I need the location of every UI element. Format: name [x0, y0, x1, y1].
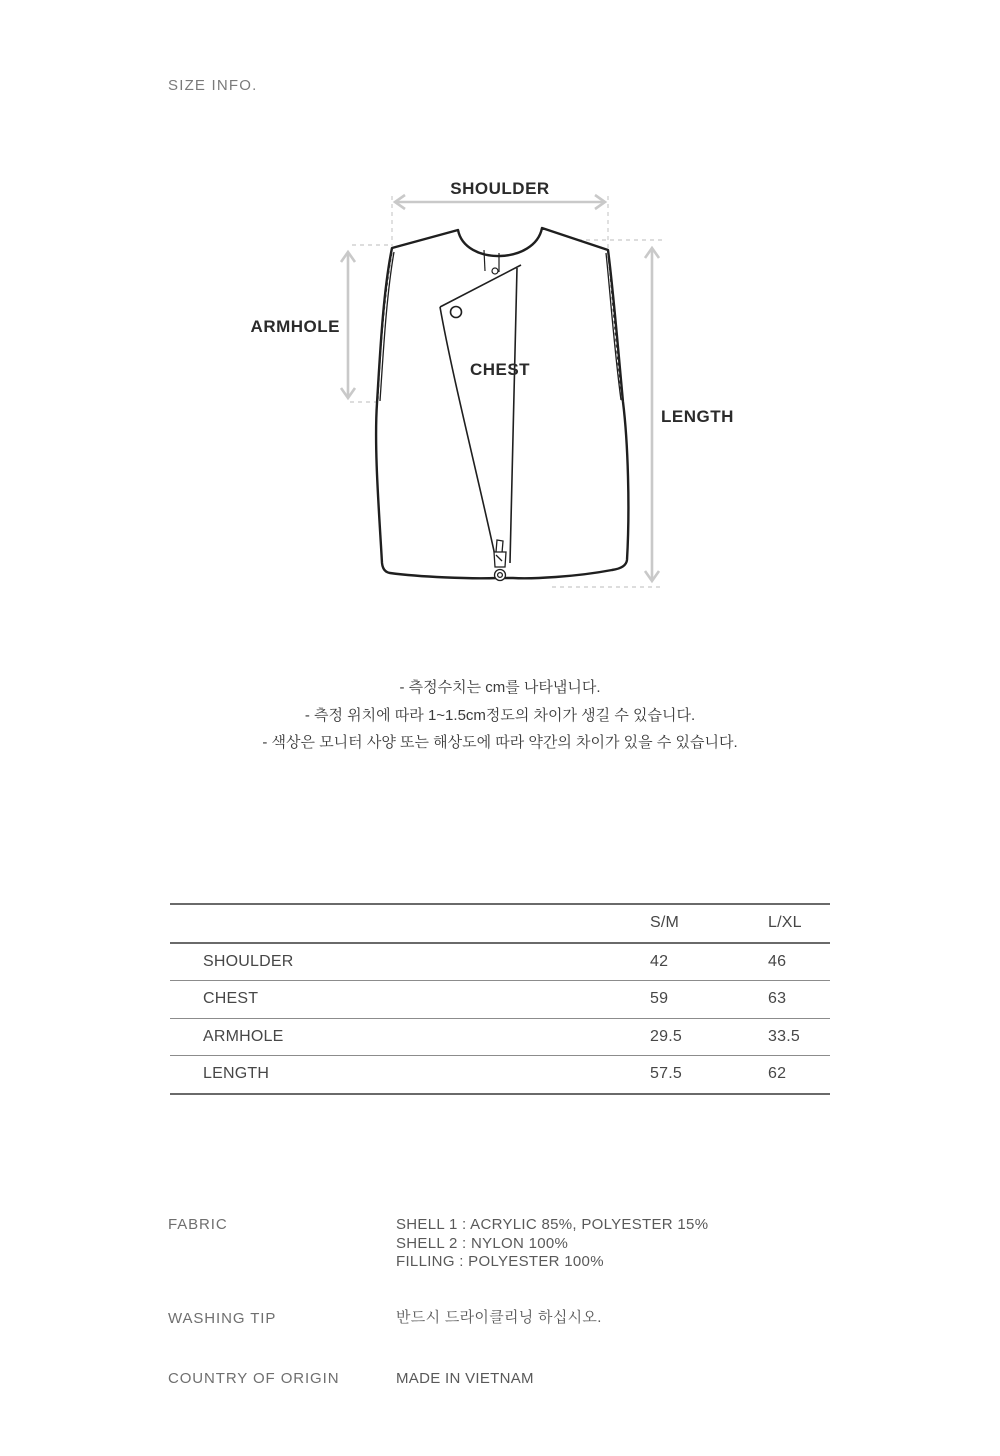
- armhole-label: ARMHOLE: [250, 317, 340, 336]
- table-row: [170, 981, 830, 1019]
- note-line: - 색상은 모니터 사양 또는 해상도에 따라 약간의 차이가 있을 수 있습니다.: [262, 734, 738, 751]
- shoulder-label: SHOULDER: [450, 179, 550, 198]
- page-title: SIZE INFO.: [168, 77, 258, 94]
- note-line: - 측정수치는 cm를 나타냅니다.: [399, 679, 601, 696]
- fabric-line: SHELL 1 : ACRYLIC 85%, POLYESTER 15%: [396, 1216, 709, 1233]
- table-row: [170, 944, 830, 982]
- row-label: ARMHOLE: [203, 1027, 284, 1045]
- row-label: LENGTH: [203, 1065, 270, 1083]
- row-label: CHEST: [203, 990, 259, 1008]
- country-of-origin-value: MADE IN VIETNAM: [396, 1370, 534, 1387]
- measurement-notes: [0, 674, 1000, 757]
- cell-value: 42: [650, 952, 669, 970]
- cell-value: 29.5: [650, 1027, 682, 1045]
- length-label: LENGTH: [661, 407, 734, 426]
- snap-button: [451, 307, 462, 318]
- country-of-origin-label: COUNTRY OF ORIGIN: [168, 1370, 340, 1387]
- size-table: [170, 903, 830, 1095]
- cell-value: 62: [768, 1065, 787, 1083]
- note-line: - 측정 위치에 따라 1~1.5cm정도의 차이가 생길 수 있습니다.: [304, 706, 696, 724]
- chest-label: CHEST: [469, 360, 531, 379]
- table-row: [170, 1019, 830, 1057]
- vest-outline: [376, 228, 628, 581]
- size-column-header: S/M: [650, 914, 680, 932]
- cell-value: 63: [768, 990, 787, 1008]
- cell-value: 59: [650, 990, 669, 1008]
- cell-value: 57.5: [650, 1065, 682, 1083]
- table-row: [170, 1056, 830, 1095]
- cell-value: 46: [768, 952, 787, 970]
- fabric-value: [396, 1216, 708, 1272]
- vest-size-diagram: [240, 160, 760, 640]
- cell-value: 33.5: [768, 1027, 800, 1045]
- fabric-label: FABRIC: [168, 1216, 228, 1233]
- size-table-header-row: [170, 905, 830, 944]
- size-column-header: L/XL: [768, 914, 802, 932]
- fabric-line: SHELL 2 : NYLON 100%: [396, 1234, 569, 1252]
- length-dimension-arrow: [645, 248, 659, 581]
- row-label: SHOULDER: [203, 952, 294, 970]
- washing-tip-label: WASHING TIP: [168, 1310, 277, 1327]
- armhole-dimension-arrow: [341, 252, 355, 398]
- washing-tip-value: 반드시 드라이클리닝 하십시오.: [396, 1309, 602, 1326]
- fabric-line: FILLING : POLYESTER 100%: [396, 1253, 604, 1271]
